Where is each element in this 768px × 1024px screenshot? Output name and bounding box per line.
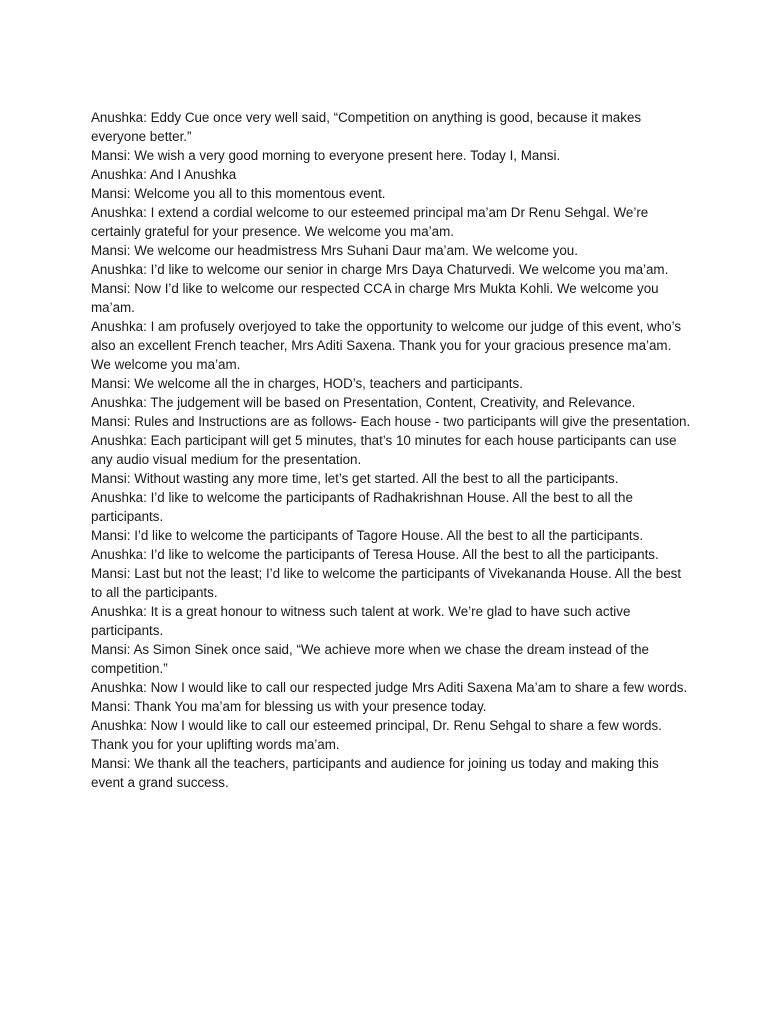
script-line: Anushka: I’d like to welcome the participants of Radhakrishnan House. All the best to all the participants.	[91, 490, 633, 524]
line-text: Now I’d like to welcome our respected CCA in charge Mrs Mukta Kohli. We welcome you ma’am.	[91, 281, 659, 315]
speaker-name: Anushka	[91, 110, 144, 125]
speaker-name: Mansi	[91, 186, 127, 201]
speaker-name: Mansi	[91, 148, 127, 163]
script-line: Anushka: I’d like to welcome our senior in charge Mrs Daya Chaturvedi. We welcome you ma’am.	[91, 262, 669, 277]
line-text: Each participant will get 5 minutes, that’s 10 minutes for each house participants can use any audio visual medium for the presentation.	[91, 433, 677, 467]
script-line: Mansi: We welcome our headmistress Mrs Suhani Daur ma’am. We welcome you.	[91, 243, 578, 258]
line-text: I’d like to welcome the participants of Radhakrishnan House. All the best to all the participants.	[91, 490, 633, 524]
line-text: Thank You ma’am for blessing us with your presence today.	[133, 699, 487, 714]
speaker-name: Anushka	[91, 490, 144, 505]
script-line: Anushka: Now I would like to call our respected judge Mrs Aditi Saxena Ma’am to share a few words.	[91, 680, 688, 695]
anchoring-script	[91, 108, 691, 792]
speaker-name: Mansi	[91, 699, 127, 714]
line-text: Eddy Cue once very well said, “Competition on anything is good, because it makes everyone better.”	[91, 110, 642, 144]
line-text: Now I would like to call our respected judge Mrs Aditi Saxena Ma’am to share a few words.	[150, 680, 688, 695]
script-line: Mansi: Without wasting any more time, let’s get started. All the best to all the participants.	[91, 471, 619, 486]
line-text: Rules and Instructions are as follows- Each house - two participants will give the presentation.	[134, 414, 691, 429]
speaker-name: Anushka	[91, 395, 144, 410]
speaker-name: Mansi	[91, 528, 127, 543]
line-text: Now I would like to call our esteemed principal, Dr. Renu Sehgal to share a few words. Thank you for your uplifting words ma’am.	[91, 718, 662, 752]
line-text: As Simon Sinek once said, “We achieve more when we chase the dream instead of the competition.”	[91, 642, 650, 676]
line-text: We welcome our headmistress Mrs Suhani Daur ma’am. We welcome you.	[134, 243, 578, 258]
script-line: Mansi: Now I’d like to welcome our respected CCA in charge Mrs Mukta Kohli. We welcome you ma’am.	[91, 281, 659, 315]
speaker-name: Anushka	[91, 167, 144, 182]
line-text: We welcome all the in charges, HOD’s, teachers and participants.	[134, 376, 523, 391]
speaker-name: Mansi	[91, 566, 127, 581]
line-text: I’d like to welcome the participants of Teresa House. All the best to all the participants.	[150, 547, 659, 562]
script-line: Mansi: We wish a very good morning to everyone present here. Today I, Mansi.	[91, 148, 561, 163]
script-line: Anushka: I extend a cordial welcome to our esteemed principal ma’am Dr Renu Sehgal. We’re certainly grateful for your presence. We welcome you ma’am.	[91, 205, 649, 239]
script-line: Anushka: The judgement will be based on Presentation, Content, Creativity, and Relevance.	[91, 395, 636, 410]
line-text: The judgement will be based on Presentation, Content, Creativity, and Relevance.	[150, 395, 636, 410]
line-text: Last but not the least; I’d like to welcome the participants of Vivekananda House. All the best to all the participants.	[91, 566, 682, 600]
speaker-name: Mansi	[91, 756, 127, 771]
script-line: Mansi: Rules and Instructions are as follows- Each house - two participants will give the presentation.	[91, 414, 691, 429]
speaker-name: Mansi	[91, 243, 127, 258]
speaker-name: Anushka	[91, 262, 144, 277]
script-line: Anushka: Now I would like to call our esteemed principal, Dr. Renu Sehgal to share a few words. Thank you for your uplifting words ma’am.	[91, 718, 662, 752]
line-text: I am profusely overjoyed to take the opportunity to welcome our judge of this event, who’s also an excellent French teacher, Mrs Aditi Saxena. Thank you for your gracious presence ma’am. We welcome you ma’am.	[91, 319, 682, 372]
line-text: I extend a cordial welcome to our esteemed principal ma’am Dr Renu Sehgal. We’re certainly grateful for your presence. We welcome you ma’am.	[91, 205, 649, 239]
script-line: Mansi: We thank all the teachers, participants and audience for joining us today and making this event a grand success.	[91, 756, 659, 790]
script-line: Anushka: I am profusely overjoyed to take the opportunity to welcome our judge of this event, who’s also an excellent French teacher, Mrs Aditi Saxena. Thank you for your gracious presence ma’am. We welcome you ma’am.	[91, 319, 682, 372]
script-line: Anushka: Each participant will get 5 minutes, that’s 10 minutes for each house participants can use any audio visual medium for the presentation.	[91, 433, 677, 467]
script-line: Mansi: I’d like to welcome the participants of Tagore House. All the best to all the participants.	[91, 528, 644, 543]
script-line: Mansi: Welcome you all to this momentous event.	[91, 186, 386, 201]
script-line: Anushka: Eddy Cue once very well said, “Competition on anything is good, because it makes everyone better.”	[91, 110, 642, 144]
line-text: And I Anushka	[149, 167, 237, 182]
script-line: Anushka: It is a great honour to witness such talent at work. We’re glad to have such active participants.	[91, 604, 631, 638]
line-text: We thank all the teachers, participants and audience for joining us today and making this event a grand success.	[91, 756, 659, 790]
script-line: Mansi: As Simon Sinek once said, “We achieve more when we chase the dream instead of the competition.”	[91, 642, 650, 676]
script-line: Mansi: Last but not the least; I’d like to welcome the participants of Vivekananda House. All the best to all the participants.	[91, 566, 682, 600]
speaker-name: Mansi	[91, 471, 127, 486]
speaker-name: Mansi	[91, 376, 127, 391]
line-text: It is a great honour to witness such talent at work. We’re glad to have such active participants.	[91, 604, 631, 638]
line-text: Without wasting any more time, let’s get started. All the best to all the participants.	[134, 471, 619, 486]
speaker-name: Anushka	[91, 718, 144, 733]
speaker-name: Anushka	[91, 547, 144, 562]
line-text: Welcome you all to this momentous event.	[134, 186, 386, 201]
line-text: I’d like to welcome the participants of Tagore House. All the best to all the participants.	[134, 528, 644, 543]
line-text: I’d like to welcome our senior in charge Mrs Daya Chaturvedi. We welcome you ma’am.	[150, 262, 669, 277]
speaker-name: Mansi	[91, 414, 127, 429]
script-line: Anushka: And I Anushka	[91, 167, 237, 182]
script-line: Mansi: Thank You ma’am for blessing us with your presence today.	[91, 699, 487, 714]
speaker-name: Anushka	[91, 604, 144, 619]
script-line: Mansi: We welcome all the in charges, HOD’s, teachers and participants.	[91, 376, 523, 391]
speaker-name: Anushka	[91, 433, 144, 448]
speaker-name: Anushka	[91, 205, 144, 220]
speaker-name: Anushka	[91, 319, 144, 334]
speaker-name: Mansi	[91, 281, 127, 296]
speaker-name: Mansi	[91, 642, 127, 657]
line-text: We wish a very good morning to everyone present here. Today I, Mansi.	[134, 148, 561, 163]
script-line: Anushka: I’d like to welcome the participants of Teresa House. All the best to all the participants.	[91, 547, 659, 562]
speaker-name: Anushka	[91, 680, 144, 695]
